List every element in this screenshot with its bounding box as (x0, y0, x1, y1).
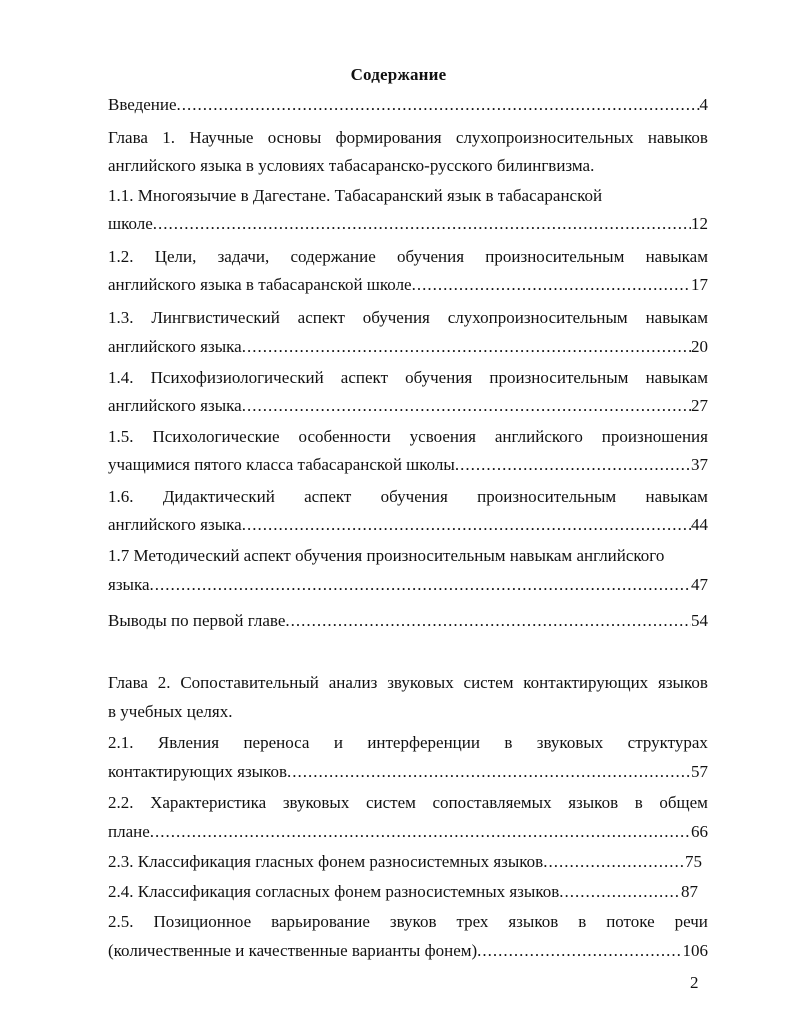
toc-word: задачи, (217, 247, 270, 266)
toc-word: Характеристика (150, 793, 267, 812)
toc-word: навыков (647, 128, 708, 147)
toc-entry-text: Введение (108, 95, 177, 114)
toc-section-1-3-line-1 (108, 307, 708, 329)
dot-leader (287, 761, 691, 783)
toc-word: систем (365, 793, 416, 812)
toc-section-2-2-line-1 (108, 792, 708, 814)
toc-word: произносительным (485, 247, 625, 266)
toc-word: общем (659, 793, 708, 812)
toc-word: звуков (389, 912, 437, 931)
toc-word: потоке (606, 912, 655, 931)
toc-entry-text: 2.4. Классификация согласных фонем разносистемных языков (108, 882, 560, 901)
toc-page-number: 87 (681, 882, 698, 901)
toc-word: 1.2. (108, 247, 134, 266)
toc-word: звуковых (387, 673, 454, 692)
toc-section-1-6-line-1 (108, 486, 708, 508)
dot-leader (412, 274, 691, 296)
toc-word: обучения (396, 247, 465, 266)
toc-word: аспект (297, 308, 345, 327)
toc-word: обучения (380, 487, 448, 506)
toc-page-number: 4 (699, 95, 708, 114)
toc-page-number: 106 (682, 941, 708, 960)
dot-leader (242, 336, 691, 358)
dot-leader (477, 940, 682, 962)
toc-word: звуковых (282, 793, 350, 812)
toc-entry-text: английского языка (108, 396, 242, 415)
toc-word: произносительным (489, 368, 629, 387)
toc-word: переноса (243, 733, 310, 752)
toc-entry-text: 2.3. Классификация гласных фонем разносистемных языков (108, 852, 544, 871)
toc-section-2-5-line-1 (108, 911, 708, 933)
dot-leader (150, 821, 691, 843)
toc-word: Цели, (154, 247, 197, 266)
toc-page-number: 66 (691, 822, 708, 841)
toc-section-1-4-line-2 (108, 395, 708, 417)
toc-word: языков (568, 793, 619, 812)
toc-entry-text: школе (108, 214, 153, 233)
toc-section-1-2-line-2 (108, 274, 708, 296)
toc-word: языков (508, 912, 559, 931)
toc-section-2-1-line-2 (108, 761, 708, 783)
toc-section-2-3 (108, 851, 702, 873)
toc-word: сопоставляемых (432, 793, 552, 812)
toc-section-1-7-line-1: 1.7 Методический аспект обучения произносительным навыкам английского (108, 546, 665, 565)
toc-word: произносительным (477, 487, 617, 506)
dot-leader (150, 574, 691, 596)
toc-word: 2.5. (108, 912, 134, 931)
toc-section-1-1-line-1: 1.1. Многоязычие в Дагестане. Табасаранский язык в табасаранской (108, 186, 603, 205)
toc-section-2-1-line-1 (108, 732, 708, 754)
toc-entry-text: Выводы по первой главе (108, 611, 286, 630)
toc-word: аспект (340, 368, 388, 387)
toc-word: навыкам (645, 247, 708, 266)
toc-chapter-2-line-2: в учебных целях. (108, 702, 233, 721)
toc-entry-introduction (108, 94, 708, 116)
toc-word: и (333, 733, 343, 752)
dot-leader (559, 881, 681, 903)
toc-word: 2.1. (108, 733, 134, 752)
toc-section-1-7-line-2 (108, 574, 708, 596)
toc-word: в (634, 793, 643, 812)
toc-word: особенности (298, 427, 391, 446)
toc-section-1-3-line-2 (108, 336, 708, 358)
toc-word: Явления (157, 733, 220, 752)
toc-word: Сопоставительный (180, 673, 319, 692)
toc-section-2-4 (108, 881, 698, 903)
toc-word: трех (456, 912, 489, 931)
toc-word: систем (463, 673, 514, 692)
toc-word: в (504, 733, 513, 752)
toc-entry-text: английского языка (108, 337, 242, 356)
toc-chapter-2-line-1 (108, 672, 708, 694)
toc-section-1-1-line-2 (108, 213, 708, 235)
toc-word: 1. (162, 128, 176, 147)
toc-section-1-4-line-1 (108, 367, 708, 389)
dot-leader (177, 94, 700, 116)
toc-word: обучения (362, 308, 430, 327)
toc-word: языков (658, 673, 708, 692)
toc-section-2-2-line-2 (108, 821, 708, 843)
toc-entry-text: учащимися пятого класса табасаранской школы (108, 455, 455, 474)
toc-section-1-5-line-2 (108, 454, 708, 476)
toc-page-number: 57 (691, 762, 708, 781)
toc-entry-text: английского языка в табасаранской школе (108, 275, 412, 294)
toc-word: структурах (627, 733, 708, 752)
toc-word: навыкам (645, 308, 708, 327)
toc-word: Научные (189, 128, 254, 147)
toc-section-1-5-line-1 (108, 426, 708, 448)
dot-leader (242, 395, 691, 417)
toc-word: аспект (304, 487, 352, 506)
toc-word: содержание (290, 247, 376, 266)
toc-word: Дидактический (162, 487, 275, 506)
toc-entry-text: английского языка (108, 515, 242, 534)
toc-word: Лингвистический (151, 308, 280, 327)
toc-word: 2. (157, 673, 171, 692)
toc-word: контактирующих (523, 673, 649, 692)
toc-chapter-1-line-1 (108, 127, 708, 149)
toc-section-1-2-line-1 (108, 246, 708, 268)
toc-page-number: 20 (691, 337, 708, 356)
toc-word: речи (674, 912, 708, 931)
toc-word: слухопроизносительным (447, 308, 628, 327)
dot-leader (543, 851, 685, 873)
toc-page-number: 12 (691, 214, 708, 233)
dot-leader (455, 454, 691, 476)
toc-word: Глава (108, 128, 148, 147)
toc-word: 1.3. (108, 308, 134, 327)
toc-section-2-5-line-2 (108, 940, 708, 962)
dot-leader (153, 213, 691, 235)
toc-word: слухопроизносительных (455, 128, 634, 147)
toc-word: варьирование (271, 912, 370, 931)
toc-entry-text: (количественные и качественные варианты фонем) (108, 941, 478, 960)
toc-word: Психофизиологический (150, 368, 324, 387)
toc-word: Позиционное (153, 912, 252, 931)
toc-word: английского (494, 427, 583, 446)
toc-entry-text: языка (108, 575, 150, 594)
toc-word: навыкам (645, 487, 708, 506)
toc-page-number: 27 (691, 396, 708, 415)
toc-word: произношения (601, 427, 708, 446)
toc-word: 1.5. (108, 427, 134, 446)
toc-word: 1.6. (108, 487, 134, 506)
toc-word: Глава (108, 673, 148, 692)
toc-word: анализ (328, 673, 378, 692)
toc-word: Психологические (152, 427, 280, 446)
toc-word: усвоения (409, 427, 476, 446)
toc-word: в (578, 912, 587, 931)
toc-word: интерференции (367, 733, 480, 752)
toc-page-number: 54 (691, 611, 708, 630)
toc-page-number: 75 (685, 852, 702, 871)
page-title: Содержание (350, 65, 447, 84)
toc-page-number: 37 (691, 455, 708, 474)
toc-chapter-1-line-2: английского языка в условиях табасаранско-русского билингвизма. (108, 156, 595, 175)
toc-word: обучения (405, 368, 473, 387)
toc-word: 2.2. (108, 793, 134, 812)
toc-entry-text: плане (108, 822, 150, 841)
toc-section-1-6-line-2 (108, 514, 708, 536)
toc-word: 1.4. (108, 368, 134, 387)
page-number: 2 (690, 973, 699, 992)
toc-page-number: 47 (691, 575, 708, 594)
toc-entry-conclusions-1 (108, 610, 708, 632)
toc-word: звуковых (536, 733, 604, 752)
toc-page-number: 17 (691, 275, 708, 294)
dot-leader (242, 514, 691, 536)
toc-entry-text: контактирующих языков (108, 762, 288, 781)
toc-word: основы (267, 128, 322, 147)
toc-word: формирования (335, 128, 442, 147)
toc-word: навыкам (645, 368, 708, 387)
toc-page-number: 44 (691, 515, 708, 534)
dot-leader (285, 610, 691, 632)
